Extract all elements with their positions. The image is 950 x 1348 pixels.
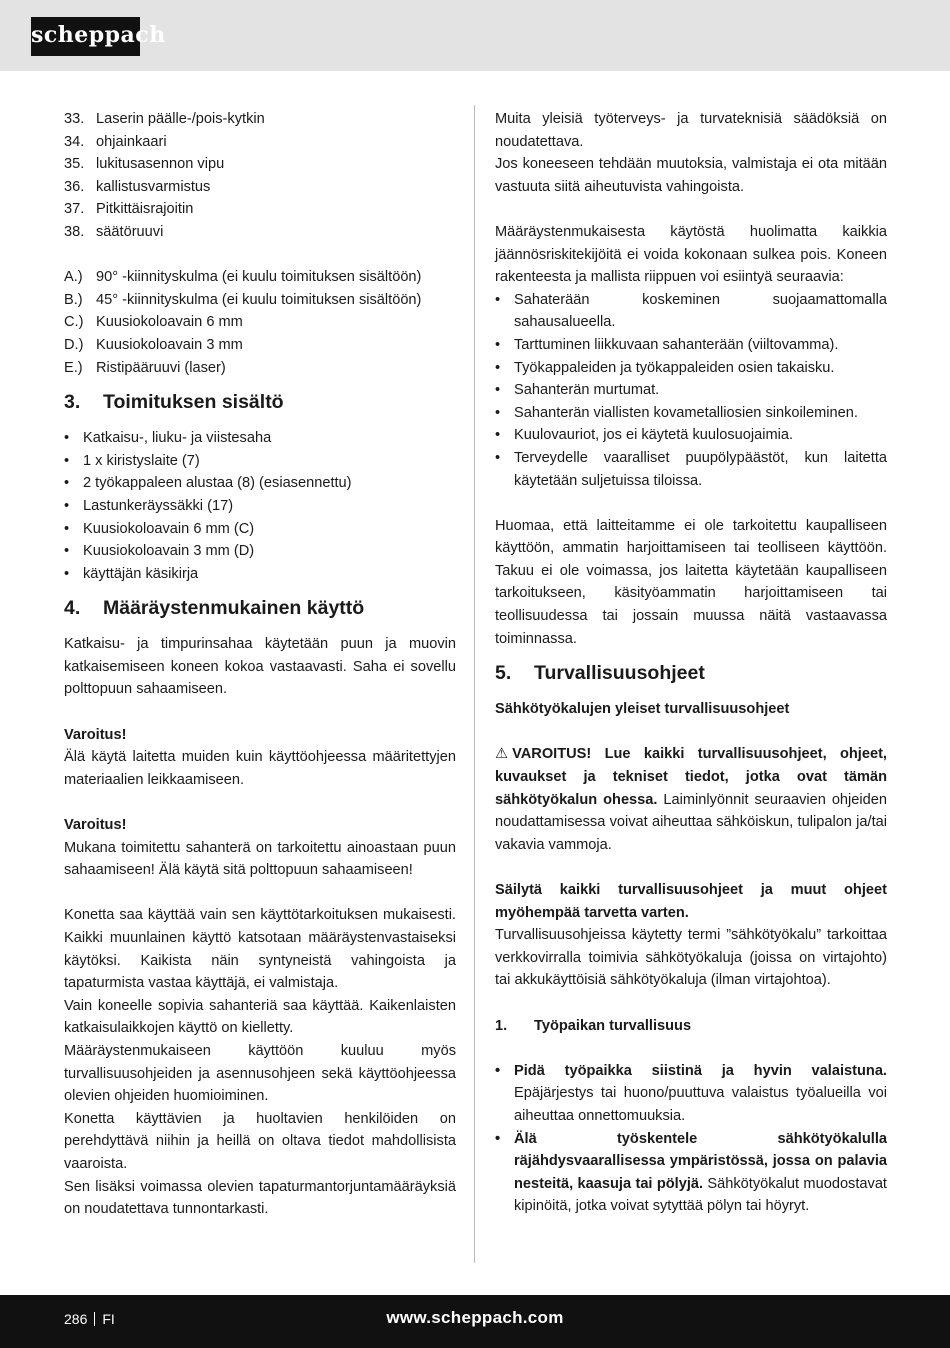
paragraph: Muita yleisiä työterveys- ja turvateknisiä säädöksiä on noudatettava. — [495, 111, 887, 150]
list-item: • 1 x kiristyslaite (7) — [64, 450, 456, 473]
section-5-heading: 5. Turvallisuusohjeet — [495, 662, 705, 685]
scheppach-logo: scheppach — [31, 17, 140, 56]
list-item: • Kuusiokoloavain 6 mm (C) — [64, 518, 456, 541]
list-item: E.) Ristipääruuvi (laser) — [64, 359, 226, 376]
list-item: • 2 työkappaleen alustaa (8) (esiasennettu) — [64, 472, 456, 495]
paragraph: Konetta käyttävien ja huoltavien henkilöiden on perehdyttävä niihin ja heillä on oltava tiedot mahdollisista vaaroista. — [64, 1110, 456, 1172]
left-column — [64, 108, 456, 1221]
section-4-heading: 4. Määräystenmukainen käyttö — [64, 597, 365, 620]
intended-use-intro: Katkaisu- ja timpurinsahaa käytetään puun ja muovin katkaisemiseen koneen kokoa vastaavasti. Saha ei sovellu polttopuun sahaamiseen. — [64, 636, 456, 698]
list-item: C.) Kuusiokoloavain 6 mm — [64, 314, 243, 331]
list-item: • Älä työskentele sähkötyökalulla räjähdysvaarallisessa ympäristössä, jossa on palavia nesteitä, kaasuja tai pölyjä. Sähkötyökalut muodostavat kipinöitä, jotka voivat sytyttää pölyn tai höyryt. — [495, 1128, 887, 1218]
paragraph: Jos koneeseen tehdään muutoksia, valmistaja ei ota mitään vastuuta siitä aiheutuvista vahingoista. — [495, 156, 887, 195]
column-divider — [474, 105, 475, 1263]
paragraph: Määräystenmukaiseen käyttöön kuuluu myös turvallisuusohjeiden ja asennusohjeen sekä käyttöohjeessa olevien ohjeiden huomioiminen. — [64, 1042, 456, 1105]
accessories-list — [64, 266, 456, 379]
list-item: • Pidä työpaikka siistinä ja hyvin valaistuna. Epäjärjestys tai huono/puuttuva valaistus työalueilla voi aiheuttaa onnettomuuksia. — [495, 1060, 887, 1128]
safety-warning: ⚠ VAROITUS! Lue kaikki turvallisuusohjeet, ohjeet, kuvaukset ja tekniset tiedot, jotka ovat tämän sähkötyökalun ohessa. Laiminlyönnit seuraavien ohjeiden noudattamisessa voivat aiheuttaa sähköiskun, tulipalon ja/tai vakavia vammoja. — [495, 743, 887, 856]
parts-list — [64, 108, 456, 244]
paragraph: Vain koneelle sopivia sahanteriä saa käyttää. Kaikenlaisten katkaisulaikkojen käyttö on kielletty. — [64, 997, 456, 1037]
list-item: • Terveydelle vaaralliset puupölypäästöt, kun laitetta käytetään suljetuissa tiloissa. — [495, 447, 887, 492]
list-item: B.) 45° -kiinnityskulma (ei kuulu toimituksen sisältöön) — [64, 291, 422, 308]
warning-text: Älä käytä laitetta muiden kuin käyttöohjeessa määritettyjen materiaalien leikkaamiseen. — [64, 749, 456, 788]
page-footer — [0, 1295, 950, 1348]
list-item: • Sahanterän murtumat. — [495, 379, 887, 402]
list-item: 36. kallistusvarmistus — [64, 178, 211, 195]
paragraph: Määräystenmukaisesta käytöstä huolimatta kaikkia jäännösriskitekijöitä ei voida kokonaan sulkea pois. Koneen rakenteesta ja mallista riippuen voi esiintyä seuraavia: — [495, 223, 887, 286]
list-item: • käyttäjän käsikirja — [64, 563, 456, 586]
section-3-heading: 3. Toimituksen sisältö — [64, 391, 284, 414]
list-item: 37. Pitkittäisrajoitin — [64, 201, 194, 218]
list-item: • Kuusiokoloavain 3 mm (D) — [64, 540, 456, 563]
list-item: • Sahanterän viallisten kovametalliosien sinkoileminen. — [495, 402, 887, 425]
list-item: • Lastunkeräyssäkki (17) — [64, 495, 456, 518]
list-item: • Työkappaleiden ja työkappaleiden osien takaisku. — [495, 357, 887, 380]
list-item: 34. ohjainkaari — [64, 133, 167, 150]
keep-instructions: Säilytä kaikki turvallisuusohjeet ja muut ohjeet myöhempää tarvetta varten. — [495, 882, 887, 921]
warning-title: Varoitus! — [64, 817, 127, 834]
subsection-1-heading: 1. Työpaikan turvallisuus — [495, 1017, 692, 1034]
list-item: A.) 90° -kiinnityskulma (ei kuulu toimituksen sisältöön) — [64, 269, 422, 286]
paragraph: Konetta saa käyttää vain sen käyttötarkoituksen mukaisesti. Kaikki muunlainen käyttö katsotaan määräystenvastaiseksi käytöksi. Kaikista näin syntyneistä vahingoista ja tapaturmista vastaa käyttäjä, ei valmistaja. — [64, 907, 456, 992]
warning-triangle-icon: ⚠ — [495, 746, 509, 763]
right-column — [495, 108, 887, 1218]
list-item: • Katkaisu-, liuku- ja viistesaha — [64, 427, 456, 450]
list-item: 38. säätöruuvi — [64, 223, 164, 240]
paragraph: Turvallisuusohjeissa käytetty termi ”sähkötyökalu” tarkoittaa verkkovirralla toimivia sähkötyökaluja (joissa on virtajohto) tai akkukäyttöisiä sähkötyökaluja (ilman virtajohtoa). — [495, 927, 887, 989]
warning-text: Mukana toimitettu sahanterä on tarkoitettu ainoastaan puun sahaamiseen! Älä käytä sitä polttopuun sahaamiseen! — [64, 839, 456, 879]
delivery-contents-list — [64, 427, 456, 585]
website-url: www.scheppach.com — [386, 1308, 564, 1327]
residual-risks-list — [495, 289, 887, 492]
list-item: • Kuulovauriot, jos ei käytetä kuulosuojaimia. — [495, 424, 887, 447]
list-item: 33. Laserin päälle-/pois-kytkin — [64, 111, 265, 127]
list-item: • Tarttuminen liikkuvaan sahanterään (viiltovamma). — [495, 334, 887, 357]
list-item: • Sahaterään koskeminen suojaamattomalla sahausalueella. — [495, 289, 887, 334]
warning-title: Varoitus! — [64, 726, 127, 743]
list-item: D.) Kuusiokoloavain 3 mm — [64, 336, 243, 353]
page-header — [0, 0, 950, 71]
paragraph: Huomaa, että laitteitamme ei ole tarkoitettu kaupalliseen käyttöön, ammatin harjoittamiseen tai teolliseen käyttöön. Takuu ei ole voimassa, jos laitetta käytetään kaupalliseen tarkoitukseen, käsityöammatin harjoittamiseen tai teollisuudessa tai jossain muussa näitä vastaavassa toiminnassa. — [495, 517, 887, 647]
page-number: 286 FI — [64, 1311, 115, 1327]
list-item: 35. lukitusasennon vipu — [64, 156, 225, 173]
paragraph: Sen lisäksi voimassa olevien tapaturmantorjuntamääräyksiä on noudatettava tunnontarkasti. — [64, 1178, 456, 1218]
subsection-title: Sähkötyökalujen yleiset turvallisuusohjeet — [495, 701, 790, 718]
